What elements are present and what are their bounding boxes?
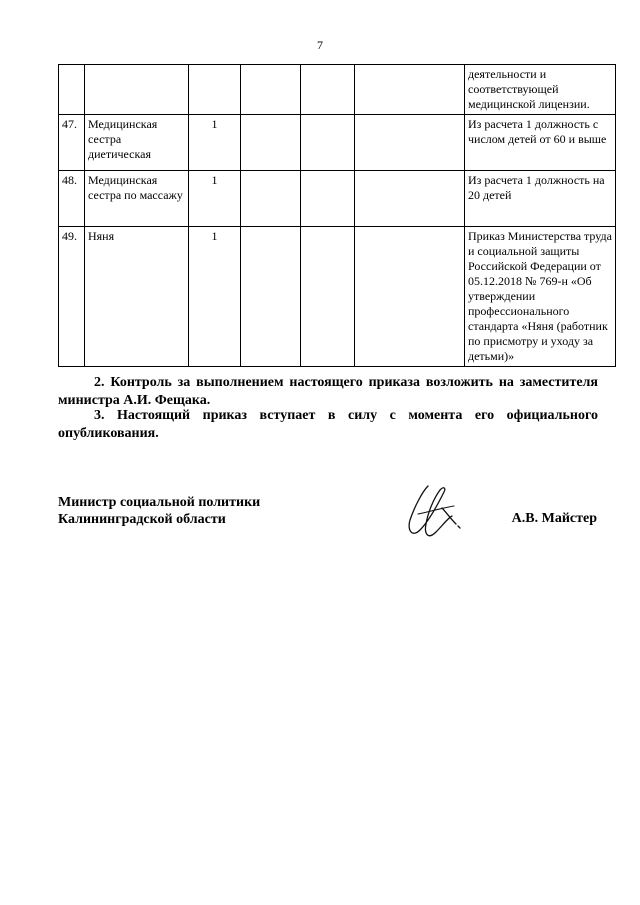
note-cell: Из расчета 1 должность на 20 детей <box>465 171 616 227</box>
table-row <box>59 65 616 115</box>
empty-cell <box>355 227 465 367</box>
signatory-title <box>58 494 260 528</box>
handwritten-signature <box>398 478 470 550</box>
empty-cell <box>241 115 301 171</box>
note-cell: деятельности и соответствующей медицинской лицензии. <box>465 65 616 115</box>
paragraph-effective-date: 3. Настоящий приказ вступает в силу с момента его официального опубликования. <box>58 408 598 441</box>
empty-cell <box>301 227 355 367</box>
count-cell <box>189 65 241 115</box>
staff-table <box>58 64 616 367</box>
empty-cell <box>241 171 301 227</box>
empty-cell <box>301 171 355 227</box>
page-number: 7 <box>317 38 323 52</box>
position-cell: Медицинская сестра по массажу <box>85 171 189 227</box>
count-cell: 1 <box>189 171 241 227</box>
position-cell: Няня <box>85 227 189 367</box>
empty-cell <box>241 227 301 367</box>
table-row <box>59 115 616 171</box>
row-number: 49. <box>59 227 85 367</box>
empty-cell <box>241 65 301 115</box>
paragraph-control: 2. Контроль за выполнением настоящего приказа возложить на заместителя министра А.И. Фещака. <box>58 375 598 408</box>
table-row <box>59 227 616 367</box>
position-cell: Медицинская сестра диетическая <box>85 115 189 171</box>
signatory-title-line: Калининградской области <box>58 512 226 527</box>
count-cell: 1 <box>189 227 241 367</box>
empty-cell <box>355 115 465 171</box>
count-cell: 1 <box>189 115 241 171</box>
empty-cell <box>301 115 355 171</box>
row-number: 47. <box>59 115 85 171</box>
signatory-title-line: Министр социальной политики <box>58 495 261 510</box>
empty-cell <box>355 65 465 115</box>
note-cell: Приказ Министерства труда и социальной защиты Российской Федерации от 05.12.2018 № 769-н «Об утверждении профессионального стандарта «Няня (работник по присмотру и уходу за детьми)» <box>465 227 616 367</box>
signatory-name: А.В. Майстер <box>511 511 597 526</box>
row-number: 48. <box>59 171 85 227</box>
row-number <box>59 65 85 115</box>
empty-cell <box>301 65 355 115</box>
table-row <box>59 171 616 227</box>
note-cell: Из расчета 1 должность с числом детей от 60 и выше <box>465 115 616 171</box>
position-cell <box>85 65 189 115</box>
empty-cell <box>355 171 465 227</box>
